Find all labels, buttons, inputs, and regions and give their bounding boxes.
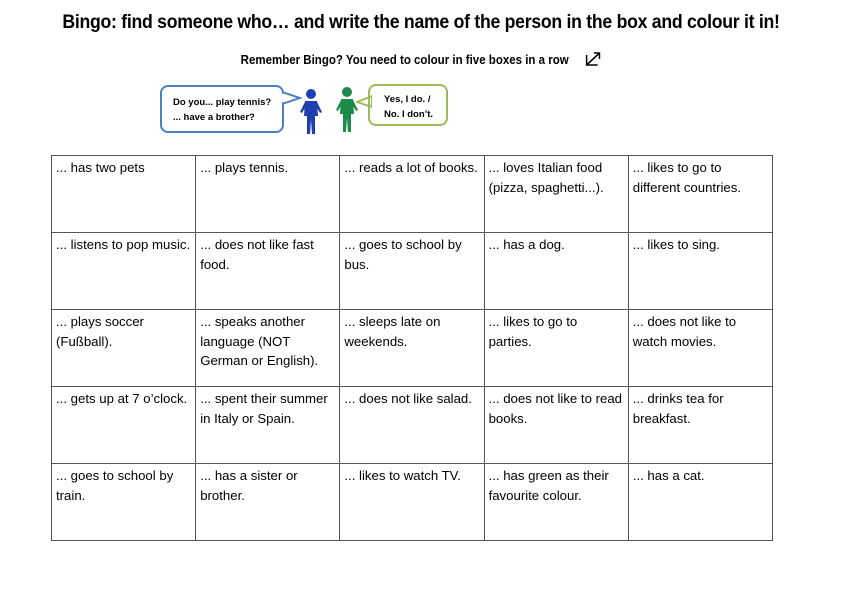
bingo-cell[interactable]: ... has a dog. — [484, 233, 628, 310]
page-title: Bingo: find someone who… and write the name of the person in the box and colour it in! — [62, 12, 780, 33]
bingo-grid — [51, 155, 773, 541]
bingo-cell[interactable]: ... likes to go to parties. — [484, 310, 628, 387]
subtitle-row — [34, 51, 809, 70]
bingo-cell[interactable]: ... sleeps late on weekends. — [340, 310, 484, 387]
bingo-row — [52, 156, 773, 233]
bingo-row — [52, 387, 773, 464]
bingo-row — [52, 233, 773, 310]
bingo-cell[interactable]: ... plays soccer (Fußball). — [52, 310, 196, 387]
bingo-cell[interactable]: ... does not like to watch movies. — [628, 310, 772, 387]
bingo-cell[interactable]: ... goes to school by bus. — [340, 233, 484, 310]
bingo-cell[interactable]: ... does not like to read books. — [484, 387, 628, 464]
person-figure-icon — [298, 88, 324, 136]
bingo-cell[interactable]: ... has green as their favourite colour. — [484, 464, 628, 541]
answer-line-2: No. I don’t. — [384, 109, 434, 120]
bingo-cell[interactable]: ... has a sister or brother. — [196, 464, 340, 541]
question-line-2: ... have a brother? — [173, 112, 255, 123]
answer-speech-bubble — [368, 84, 448, 126]
bingo-cell[interactable]: ... likes to sing. — [628, 233, 772, 310]
bingo-cell[interactable]: ... has a cat. — [628, 464, 772, 541]
bingo-cell[interactable]: ... does not like salad. — [340, 387, 484, 464]
bingo-cell[interactable]: ... likes to watch TV. — [340, 464, 484, 541]
bingo-cell[interactable]: ... goes to school by train. — [52, 464, 196, 541]
bingo-cell[interactable]: ... has two pets — [52, 156, 196, 233]
bingo-cell[interactable]: ... plays tennis. — [196, 156, 340, 233]
diagonal-arrow-icon — [585, 51, 602, 70]
bingo-cell[interactable]: ... loves Italian food (pizza, spaghetti...). — [484, 156, 628, 233]
question-line-1: Do you... play tennis? — [173, 97, 272, 108]
bingo-row — [52, 310, 773, 387]
bingo-cell[interactable]: ... gets up at 7 o’clock. — [52, 387, 196, 464]
bingo-row — [52, 464, 773, 541]
bingo-cell[interactable]: ... drinks tea for breakfast. — [628, 387, 772, 464]
bingo-cell[interactable]: ... reads a lot of books. — [340, 156, 484, 233]
bingo-cell[interactable]: ... does not like fast food. — [196, 233, 340, 310]
question-speech-bubble — [160, 85, 284, 133]
bingo-cell[interactable]: ... spent their summer in Italy or Spain. — [196, 387, 340, 464]
bingo-cell[interactable]: ... listens to pop music. — [52, 233, 196, 310]
answer-line-1: Yes, I do. / — [384, 94, 431, 105]
bingo-cell[interactable]: ... likes to go to different countries. — [628, 156, 772, 233]
subtitle: Remember Bingo? You need to colour in five boxes in a row — [240, 52, 569, 67]
bingo-cell[interactable]: ... speaks another language (NOT German or English). — [196, 310, 340, 387]
